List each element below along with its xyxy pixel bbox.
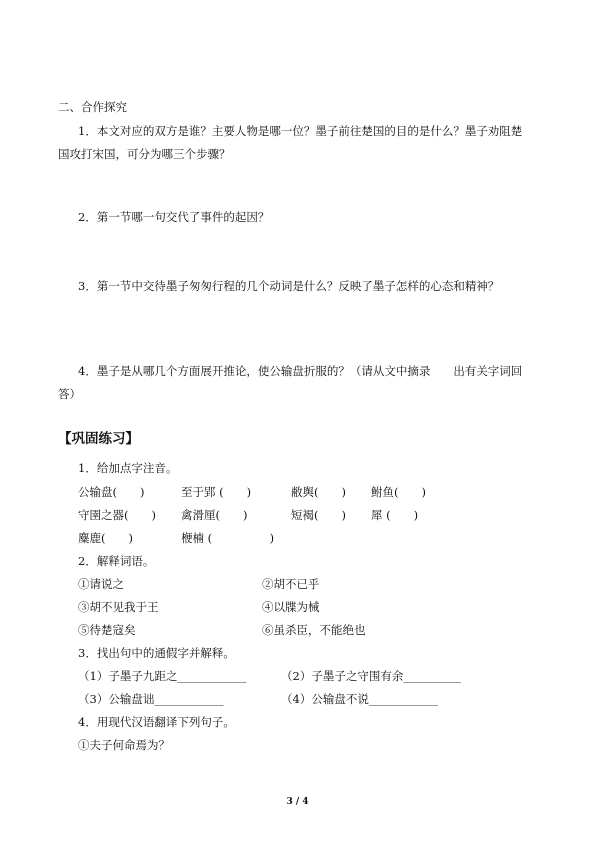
question-3: 3．第一节中交待墨子匆匆行程的几个动词是什么？反映了墨子怎样的心态和精神？ (78, 279, 500, 293)
exercise-3-title: 3．找出句中的通假字并解释。 (78, 646, 235, 660)
loanword-item: （4）公输盘不说____________ (281, 692, 438, 706)
pinyin-item: 麋鹿( ) (78, 531, 133, 545)
exercise-1-title: 1．给加点字注音。 (78, 461, 178, 475)
page-number: 3 / 4 (286, 797, 309, 807)
pinyin-item: 短褐( ) (291, 508, 346, 522)
exercise-4-title: 4．用现代汉语翻译下列句子。 (78, 715, 235, 729)
exercise-2-title: 2．解释词语。 (78, 554, 155, 568)
pinyin-item: 公输盘( ) (78, 485, 145, 499)
question-1-line-2: 国攻打宋国，可分为哪三个步骤？ (58, 147, 231, 161)
loanword-item: （2）子墨子之守围有余__________ (281, 669, 461, 683)
question-4-line-2: 答） (58, 387, 81, 401)
question-1-line-1: 1．本文对应的双方是谁？主要人物是哪一位？墨子前往楚国的目的是什么？墨子劝阻楚 (78, 124, 523, 138)
translation-item: ①夫子何命焉为？ (78, 738, 170, 752)
section-heading: 二、合作探究 (58, 100, 127, 114)
question-4-line-1: 4．墨子是从哪几个方面展开推论，使公输盘折服的？（请从文中摘录 出有关字词回 (78, 364, 523, 378)
pinyin-item: 禽滑厘( ) (181, 508, 248, 522)
vocab-item: ①请说之 (78, 577, 124, 591)
pinyin-item: 敝舆( ) (291, 485, 346, 499)
pinyin-item: 至于郢 ( ) (181, 485, 252, 499)
vocab-item: ②胡不已乎 (262, 577, 320, 591)
question-2: 2．第一节哪一句交代了事件的起因？ (78, 210, 270, 224)
pinyin-item: 犀 ( ) (371, 508, 419, 522)
loanword-item: （1）子墨子九距之____________ (78, 669, 247, 683)
vocab-item: ⑥虽杀臣，不能绝也 (262, 623, 366, 637)
loanword-item: （3）公输盘诎____________ (78, 692, 224, 706)
vocab-item: ⑤待楚寇矣 (78, 623, 136, 637)
pinyin-item: 鲋鱼( ) (371, 485, 426, 499)
vocab-item: ③胡不见我于王 (78, 600, 159, 614)
practice-heading: 【巩固练习】 (58, 431, 139, 447)
vocab-item: ④以牒为械 (262, 600, 320, 614)
pinyin-item: 守圉之器( ) (78, 508, 156, 522)
pinyin-item: 楩楠 ( ) (181, 531, 275, 545)
